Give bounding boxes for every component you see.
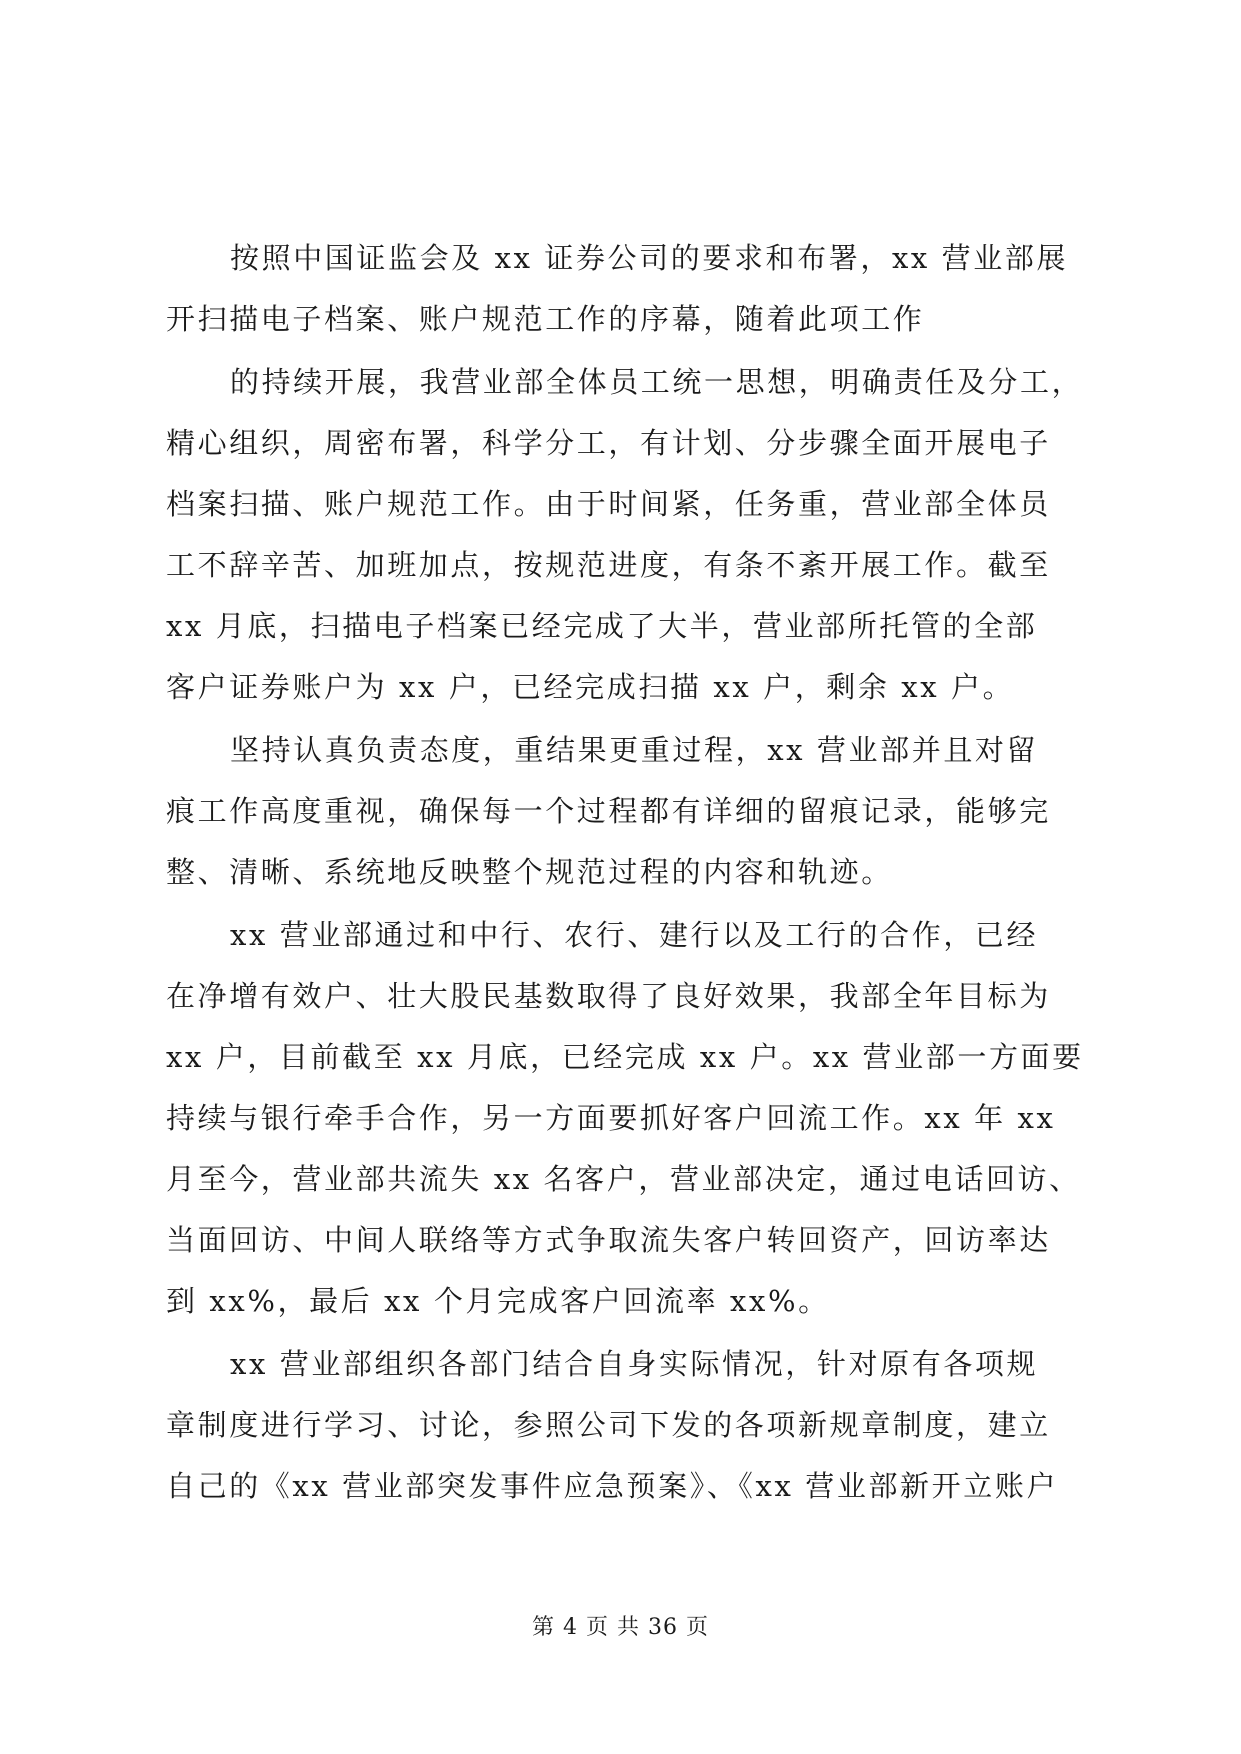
text-line: 章制度进行学习、讨论，参照公司下发的各项新规章制度，建立 (166, 1408, 1051, 1442)
text-line: 档案扫描、账户规范工作。由于时间紧，任务重，营业部全体员 (166, 487, 1051, 521)
text-line: 整、清晰、系统地反映整个规范过程的内容和轨迹。 (166, 855, 893, 889)
text-line: 月至今，营业部共流失 xx 名客户，营业部决定，通过电话回访、 (166, 1162, 1081, 1196)
text-line: 开扫描电子档案、账户规范工作的序幕，随着此项工作 (166, 302, 925, 336)
paragraph (166, 720, 1086, 903)
text-line: 当面回访、中间人联络等方式争取流失客户转回资产，回访率达 (166, 1223, 1051, 1257)
text-line: xx 月底，扫描电子档案已经完成了大半，营业部所托管的全部 (166, 609, 1038, 643)
paragraph (166, 228, 1086, 350)
text-line: 持续与银行牵手合作，另一方面要抓好客户回流工作。xx 年 xx (166, 1101, 1056, 1135)
text-line: xx 营业部组织各部门结合自身实际情况，针对原有各项规 (230, 1347, 1039, 1381)
text-line: 痕工作高度重视，确保每一个过程都有详细的留痕记录，能够完 (166, 794, 1051, 828)
paragraph (166, 1334, 1086, 1517)
document-body (166, 228, 1086, 1517)
text-line: 的持续开展，我营业部全体员工统一思想，明确责任及分工， (230, 365, 1084, 399)
text-line: 按照中国证监会及 xx 证券公司的要求和布署，xx 营业部展 (230, 241, 1069, 275)
text-line: xx 营业部通过和中行、农行、建行以及工行的合作，已经 (230, 918, 1039, 952)
text-line: 坚持认真负责态度，重结果更重过程，xx 营业部并且对留 (230, 733, 1039, 767)
text-line: 客户证券账户为 xx 户，已经完成扫描 xx 户，剩余 xx 户。 (166, 670, 1015, 704)
page-number-footer: 第 4 页 共 36 页 (532, 1615, 709, 1640)
paragraph (166, 352, 1086, 718)
text-line: 到 xx%，最后 xx 个月完成客户回流率 xx%。 (166, 1284, 830, 1318)
text-line: 自己的《xx 营业部突发事件应急预案》、《xx 营业部新开立账户 (166, 1469, 1059, 1503)
paragraph (166, 905, 1086, 1332)
text-line: 精心组织，周密布署，科学分工，有计划、分步骤全面开展电子 (166, 426, 1051, 460)
text-line: 在净增有效户、壮大股民基数取得了良好效果，我部全年目标为 (166, 979, 1051, 1013)
text-line: 工不辞辛苦、加班加点，按规范进度，有条不紊开展工作。截至 (166, 548, 1051, 582)
text-line: xx 户，目前截至 xx 月底，已经完成 xx 户。xx 营业部一方面要 (166, 1040, 1084, 1074)
